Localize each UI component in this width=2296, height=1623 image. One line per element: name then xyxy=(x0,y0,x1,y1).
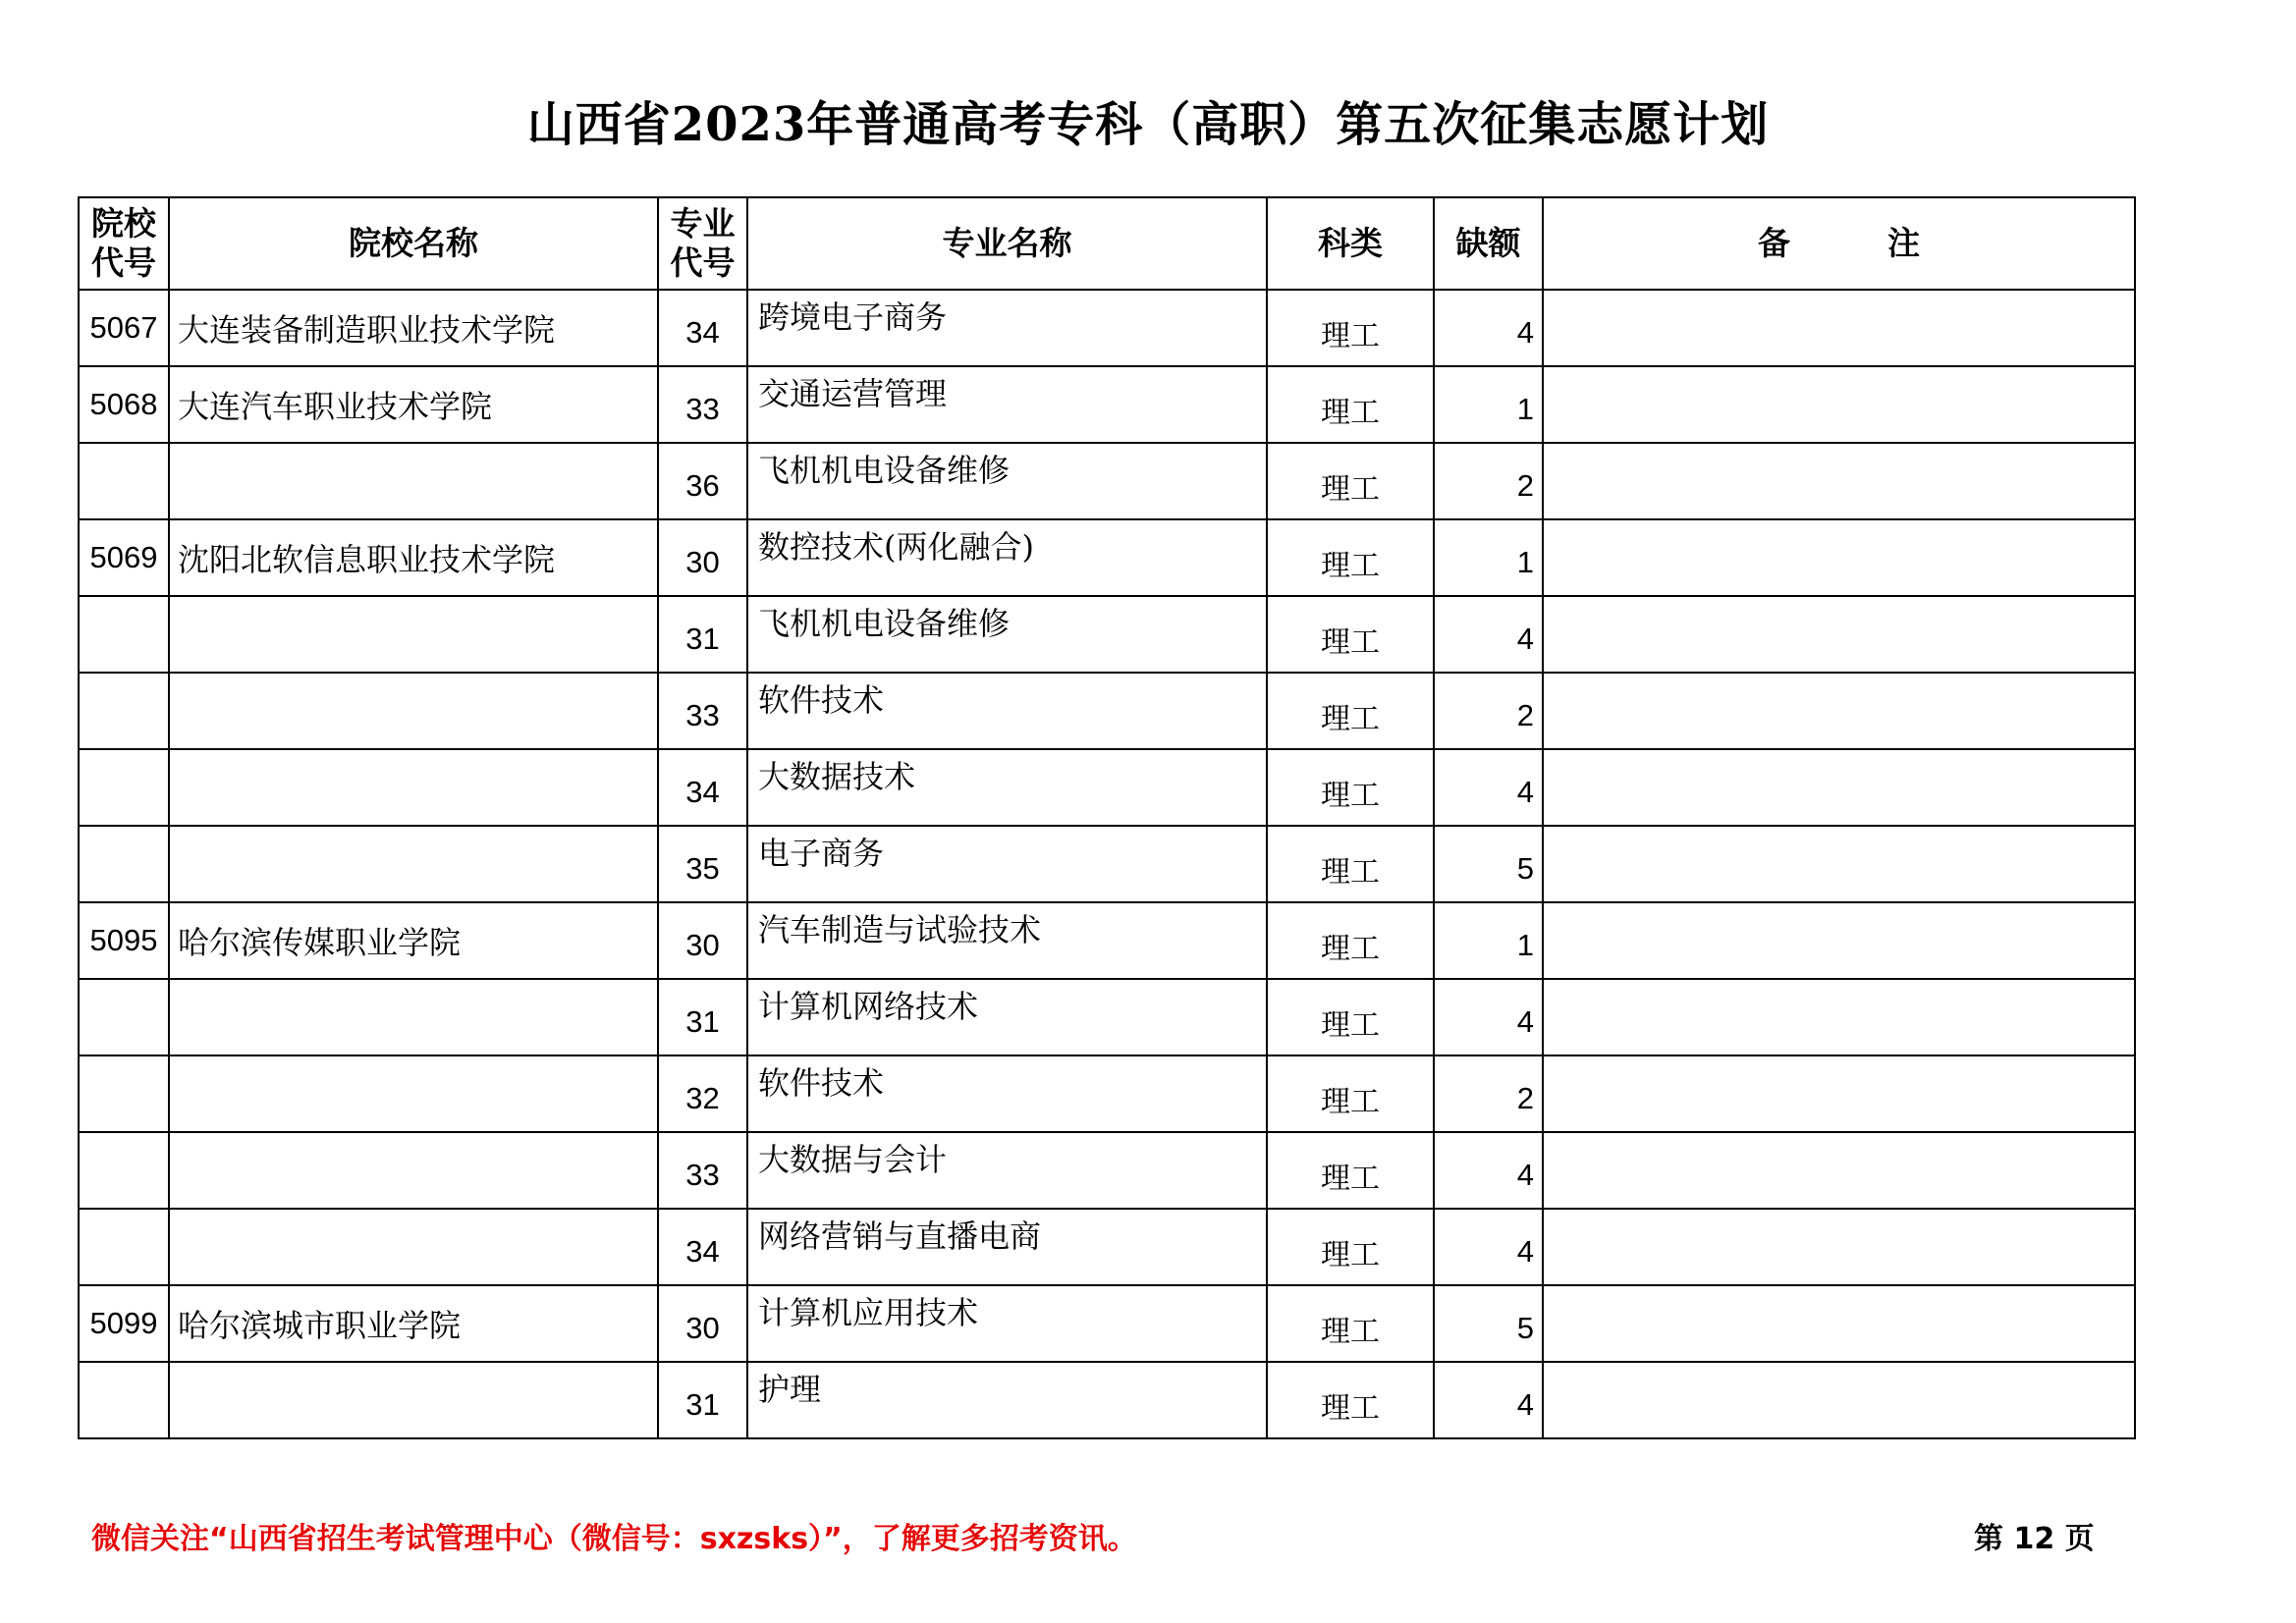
cell-major-code: 31 xyxy=(658,1362,747,1438)
cell-remark xyxy=(1543,1285,2135,1362)
cell-school-code: 5095 xyxy=(79,902,169,979)
cell-category: 理工 xyxy=(1267,902,1434,979)
cell-category: 理工 xyxy=(1267,1362,1434,1438)
cell-major-name: 大数据与会计 xyxy=(747,1132,1267,1209)
cell-major-name: 交通运营管理 xyxy=(747,366,1267,443)
cell-category: 理工 xyxy=(1267,1285,1434,1362)
cell-major-name: 计算机应用技术 xyxy=(747,1285,1267,1362)
cell-major-code: 31 xyxy=(658,979,747,1055)
cell-school-name xyxy=(169,1055,658,1132)
cell-major-code: 30 xyxy=(658,902,747,979)
cell-major-code: 36 xyxy=(658,443,747,519)
cell-major-code: 34 xyxy=(658,1209,747,1285)
cell-major-code: 34 xyxy=(658,290,747,366)
cell-quota: 4 xyxy=(1434,749,1543,826)
header-category: 科类 xyxy=(1267,197,1434,290)
table-row xyxy=(79,1055,2135,1132)
cell-category: 理工 xyxy=(1267,826,1434,902)
table-header-row xyxy=(79,197,2135,290)
table-row xyxy=(79,443,2135,519)
table-row xyxy=(79,1209,2135,1285)
cell-category: 理工 xyxy=(1267,519,1434,596)
table-row xyxy=(79,902,2135,979)
cell-category: 理工 xyxy=(1267,1209,1434,1285)
cell-school-name xyxy=(169,1132,658,1209)
cell-category: 理工 xyxy=(1267,1132,1434,1209)
header-school-code: 院校代号 xyxy=(79,197,169,290)
footer-wechat-note: 微信关注“山西省招生考试管理中心（微信号：sxzsks）”，了解更多招考资讯。 xyxy=(91,1522,1137,1556)
header-remark: 备 注 xyxy=(1543,197,2135,290)
cell-remark xyxy=(1543,519,2135,596)
cell-quota: 2 xyxy=(1434,673,1543,749)
enrollment-plan-table xyxy=(78,196,2136,1439)
table-row xyxy=(79,1132,2135,1209)
cell-category: 理工 xyxy=(1267,1055,1434,1132)
cell-school-code xyxy=(79,1362,169,1438)
cell-major-name: 汽车制造与试验技术 xyxy=(747,902,1267,979)
cell-school-code xyxy=(79,1209,169,1285)
cell-school-code xyxy=(79,443,169,519)
cell-school-name xyxy=(169,826,658,902)
cell-category: 理工 xyxy=(1267,673,1434,749)
cell-school-code xyxy=(79,749,169,826)
cell-school-name: 沈阳北软信息职业技术学院 xyxy=(169,519,658,596)
cell-major-code: 35 xyxy=(658,826,747,902)
cell-remark xyxy=(1543,1362,2135,1438)
cell-remark xyxy=(1543,443,2135,519)
cell-remark xyxy=(1543,290,2135,366)
cell-major-code: 33 xyxy=(658,673,747,749)
cell-quota: 5 xyxy=(1434,1285,1543,1362)
cell-school-name xyxy=(169,443,658,519)
cell-school-name xyxy=(169,673,658,749)
cell-school-code xyxy=(79,596,169,673)
cell-remark xyxy=(1543,1055,2135,1132)
header-quota: 缺额 xyxy=(1434,197,1543,290)
table-row xyxy=(79,979,2135,1055)
cell-quota: 4 xyxy=(1434,1362,1543,1438)
cell-remark xyxy=(1543,749,2135,826)
cell-quota: 4 xyxy=(1434,1209,1543,1285)
header-school-name: 院校名称 xyxy=(169,197,658,290)
table-row xyxy=(79,673,2135,749)
cell-category: 理工 xyxy=(1267,443,1434,519)
cell-school-code: 5068 xyxy=(79,366,169,443)
cell-major-code: 32 xyxy=(658,1055,747,1132)
cell-school-code: 5069 xyxy=(79,519,169,596)
cell-major-name: 软件技术 xyxy=(747,673,1267,749)
cell-remark xyxy=(1543,902,2135,979)
cell-major-name: 数控技术(两化融合) xyxy=(747,519,1267,596)
table-row xyxy=(79,1362,2135,1438)
cell-major-name: 护理 xyxy=(747,1362,1267,1438)
cell-remark xyxy=(1543,1209,2135,1285)
cell-quota: 1 xyxy=(1434,519,1543,596)
cell-quota: 4 xyxy=(1434,1132,1543,1209)
cell-major-name: 网络营销与直播电商 xyxy=(747,1209,1267,1285)
cell-quota: 2 xyxy=(1434,1055,1543,1132)
table-row xyxy=(79,1285,2135,1362)
page-number: 第 12 页 xyxy=(1974,1522,2095,1556)
cell-major-code: 30 xyxy=(658,1285,747,1362)
cell-category: 理工 xyxy=(1267,290,1434,366)
cell-quota: 2 xyxy=(1434,443,1543,519)
cell-major-code: 30 xyxy=(658,519,747,596)
cell-major-code: 33 xyxy=(658,366,747,443)
cell-school-name: 大连汽车职业技术学院 xyxy=(169,366,658,443)
cell-major-name: 电子商务 xyxy=(747,826,1267,902)
cell-school-code xyxy=(79,1055,169,1132)
cell-major-name: 飞机机电设备维修 xyxy=(747,596,1267,673)
page-title: 山西省2023年普通高考专科（高职）第五次征集志愿计划 xyxy=(526,97,1770,152)
cell-school-name: 大连装备制造职业技术学院 xyxy=(169,290,658,366)
cell-major-name: 计算机网络技术 xyxy=(747,979,1267,1055)
cell-category: 理工 xyxy=(1267,979,1434,1055)
cell-quota: 4 xyxy=(1434,596,1543,673)
header-major-name: 专业名称 xyxy=(747,197,1267,290)
cell-school-name xyxy=(169,979,658,1055)
cell-school-name xyxy=(169,749,658,826)
cell-category: 理工 xyxy=(1267,596,1434,673)
table-row xyxy=(79,290,2135,366)
cell-remark xyxy=(1543,826,2135,902)
cell-school-name xyxy=(169,1209,658,1285)
table-row xyxy=(79,596,2135,673)
cell-school-code xyxy=(79,826,169,902)
cell-school-name xyxy=(169,596,658,673)
cell-quota: 1 xyxy=(1434,902,1543,979)
cell-remark xyxy=(1543,596,2135,673)
cell-major-name: 大数据技术 xyxy=(747,749,1267,826)
cell-remark xyxy=(1543,1132,2135,1209)
table-row xyxy=(79,519,2135,596)
cell-quota: 4 xyxy=(1434,979,1543,1055)
cell-quota: 5 xyxy=(1434,826,1543,902)
cell-quota: 4 xyxy=(1434,290,1543,366)
cell-major-name: 软件技术 xyxy=(747,1055,1267,1132)
cell-category: 理工 xyxy=(1267,366,1434,443)
cell-school-name xyxy=(169,1362,658,1438)
cell-school-code: 5067 xyxy=(79,290,169,366)
cell-school-code: 5099 xyxy=(79,1285,169,1362)
cell-school-name: 哈尔滨传媒职业学院 xyxy=(169,902,658,979)
cell-major-name: 跨境电子商务 xyxy=(747,290,1267,366)
cell-major-code: 34 xyxy=(658,749,747,826)
cell-quota: 1 xyxy=(1434,366,1543,443)
table-row xyxy=(79,366,2135,443)
cell-major-name: 飞机机电设备维修 xyxy=(747,443,1267,519)
cell-remark xyxy=(1543,673,2135,749)
cell-major-code: 31 xyxy=(658,596,747,673)
cell-school-code xyxy=(79,979,169,1055)
cell-school-code xyxy=(79,1132,169,1209)
header-major-code: 专业代号 xyxy=(658,197,747,290)
cell-category: 理工 xyxy=(1267,749,1434,826)
table-row xyxy=(79,826,2135,902)
cell-school-code xyxy=(79,673,169,749)
cell-school-name: 哈尔滨城市职业学院 xyxy=(169,1285,658,1362)
cell-major-code: 33 xyxy=(658,1132,747,1209)
table-row xyxy=(79,749,2135,826)
cell-remark xyxy=(1543,366,2135,443)
cell-remark xyxy=(1543,979,2135,1055)
